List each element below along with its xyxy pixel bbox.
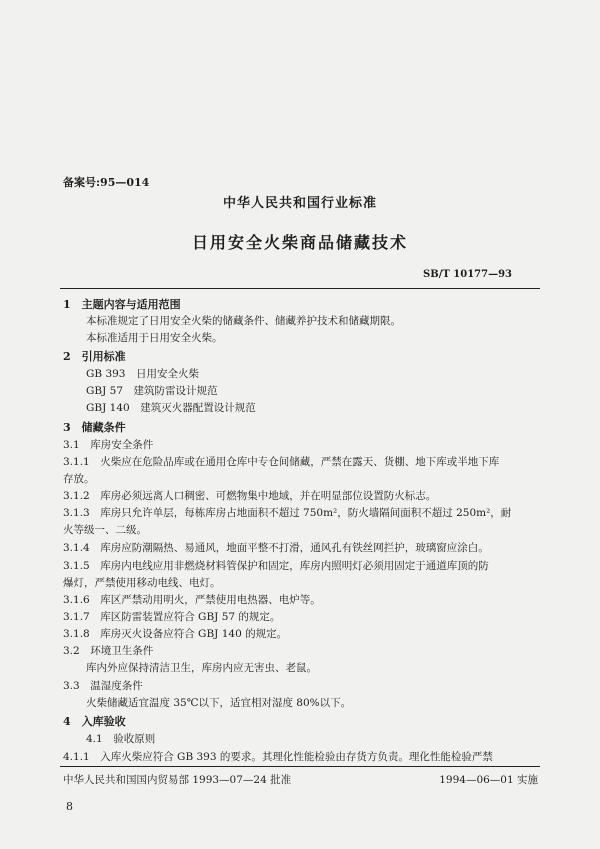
text-line: 3.1.1 火柴应在危险品库或在通用仓库中专仓间储藏，严禁在露天、货棚、地下库或半地下库: [63, 456, 500, 468]
text-line: 3.1.8 库房灭火设备应符合 GBJ 140 的规定。: [63, 628, 288, 640]
text-line: 3.1.5 库房内电线应用非燃烧材料管保护和固定，库房内照明灯必须用固定于通道库顶的防: [63, 560, 489, 572]
text-line: 存放。: [63, 473, 95, 485]
text-line: 4.1.1 入库火柴应符合 GB 393 的要求。其理化性能检验由存货方负责。理化性能检验严禁: [63, 751, 493, 763]
text-line: 3.1.6 库区严禁动用明火，严禁使用电热器、电炉等。: [63, 594, 321, 606]
text-line: 3.1.3 库房只允许单层，每栋库房占地面积不超过 750m²，防火墙隔间面积不超过 250m²，耐: [63, 507, 512, 519]
text-line: 3.1.7 库区防雷装置应符合 GBJ 57 的规定。: [63, 611, 281, 623]
section-heading: 2 引用标准: [63, 350, 126, 363]
record-number: 备案号:95—014: [63, 176, 150, 189]
footer-rule: [60, 766, 540, 767]
document-title: 日用安全火柴商品储藏技术: [191, 233, 408, 252]
approval-note: 中华人民共和国国内贸易部 1993—07—24 批准: [63, 774, 292, 786]
page-number: 8: [66, 800, 73, 813]
text-line: 3.2 环境卫生条件: [63, 645, 154, 657]
text-line: 3.3 温湿度条件: [63, 680, 143, 692]
text-line: 本标准规定了日用安全火柴的储藏条件、储藏养护技术和储藏期限。: [86, 315, 401, 327]
text-line: GBJ 57 建筑防雷设计规范: [86, 385, 218, 397]
text-line: 4.1 验收原则: [86, 733, 156, 745]
issuing-organization: 中华人民共和国行业标准: [222, 196, 377, 211]
standard-code: SB/T 10177—93: [423, 269, 512, 280]
text-line: GBJ 140 建筑灭火器配置设计规范: [86, 402, 256, 414]
section-heading: 1 主题内容与适用范围: [63, 298, 181, 311]
text-line: 3.1 库房安全条件: [63, 439, 154, 451]
text-line: 火等级一、二级。: [63, 524, 147, 536]
text-line: 本标准适用于日用安全火柴。: [86, 332, 223, 344]
section-heading: 4 入库验收: [63, 715, 126, 728]
text-line: 3.1.2 库房必须远离人口稠密、可燃物集中地域，并在明显部位设置防火标志。: [63, 490, 437, 502]
text-line: 3.1.4 库房应防潮隔热、易通风，地面平整不打滑，通风孔有铁丝网拦护，玻璃窗应涂白。: [63, 542, 489, 554]
header-rule: [60, 288, 540, 289]
text-line: 火柴储藏适宜温度 35℃以下，适宜相对湿度 80%以下。: [86, 697, 352, 709]
text-line: 爆灯，严禁使用移动电线、电灯。: [63, 577, 221, 589]
text-line: 库内外应保持清洁卫生，库房内应无害虫、老鼠。: [86, 662, 317, 674]
section-heading: 3 储藏条件: [63, 421, 126, 434]
text-line: GB 393 日用安全火柴: [86, 368, 199, 380]
implementation-date: 1994—06—01 实施: [439, 774, 538, 786]
